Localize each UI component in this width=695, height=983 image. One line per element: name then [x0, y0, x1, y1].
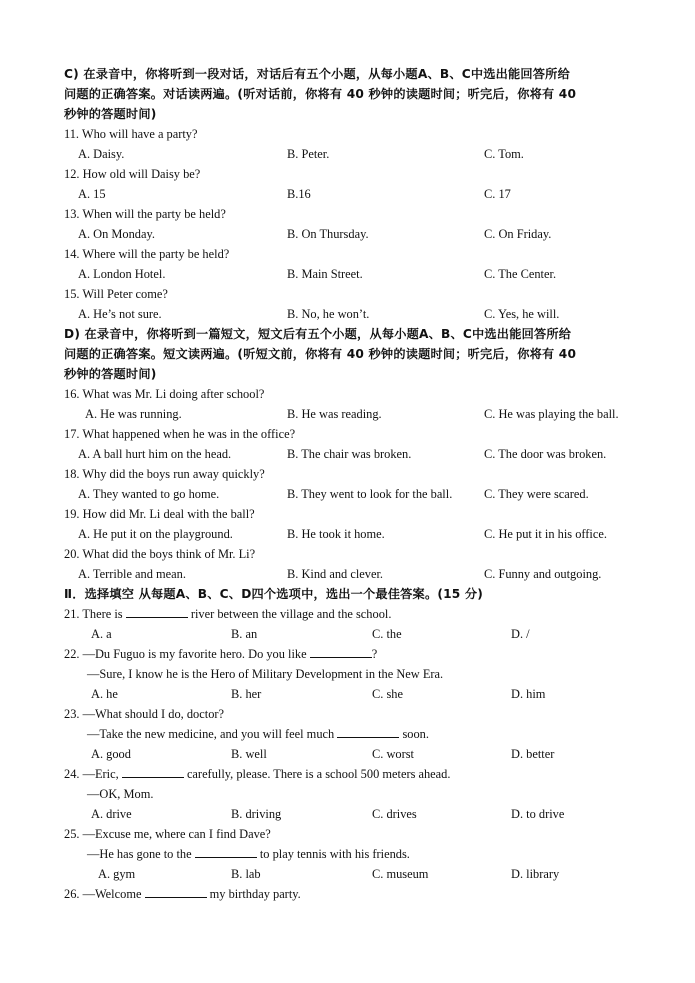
option-c: C. On Friday. [484, 227, 552, 241]
answer-blank [195, 845, 257, 858]
option-b: B. He was reading. [287, 407, 382, 421]
question-22-text-post: ? [371, 647, 378, 661]
question-22-text-pre: 22. —Du Fuguo is my favorite hero. Do you like [64, 647, 307, 661]
question-21-text-post: river between the village and the school. [190, 607, 392, 621]
answer-blank [126, 605, 188, 618]
option-a: A. he [91, 687, 118, 701]
option-c: C. museum [372, 867, 429, 881]
option-a: A. good [91, 747, 131, 761]
option-d: D. library [511, 867, 560, 881]
option-c: C. 17 [484, 187, 511, 201]
option-c: C. He put it in his office. [484, 527, 607, 541]
section-c-line2: 问题的正确答案。对话读两遍。(听对话前，你将有 40 秒钟的读题时间；听完后，你将有 40 [64, 87, 577, 101]
option-a: A. They wanted to go home. [78, 487, 220, 501]
option-c: C. The Center. [484, 267, 557, 281]
question-23-text-post: soon. [402, 727, 429, 741]
exam-page [64, 64, 634, 904]
option-a: A. Daisy. [78, 147, 125, 161]
question-25-options [64, 864, 634, 884]
question-26-text-post: my birthday party. [209, 887, 301, 901]
question-23-line1: 23. —What should I do, doctor? [64, 707, 225, 721]
option-a: A. gym [98, 867, 136, 881]
question-23-options [64, 744, 634, 764]
option-b: B. an [231, 627, 258, 641]
option-d: D. / [511, 627, 530, 641]
question-22-options [64, 684, 634, 704]
option-c: C. He was playing the ball. [484, 407, 619, 421]
option-a: A. On Monday. [78, 227, 155, 241]
option-d: D. him [511, 687, 546, 701]
answer-blank [337, 725, 399, 738]
question-25-text-post: to play tennis with his friends. [259, 847, 410, 861]
option-b: B. driving [231, 807, 282, 821]
option-d: D. to drive [511, 807, 565, 821]
option-a: A. a [91, 627, 112, 641]
question-25-line2 [64, 844, 634, 864]
question-18-options [64, 484, 634, 504]
option-c: C. They were scared. [484, 487, 589, 501]
option-c: C. Yes, he will. [484, 307, 560, 321]
option-b: B. Main Street. [287, 267, 363, 281]
question-23-line2 [64, 724, 634, 744]
section-d-line1: D) 在录音中，你将听到一篇短文，短文后有五个小题，从每小题A、B、C中选出能回答所给 [64, 327, 572, 341]
question-22-line2: —Sure, I know he is the Hero of Military Development in the New Era. [87, 667, 444, 681]
section-c-instructions [64, 64, 634, 124]
option-b: B.16 [287, 187, 311, 201]
question-19-stem: 19. How did Mr. Li deal with the ball? [64, 507, 255, 521]
option-a: A. Terrible and mean. [78, 567, 186, 581]
answer-blank [310, 645, 372, 658]
question-16-options [64, 404, 634, 424]
question-24-line1 [64, 764, 634, 784]
option-a: A. He’s not sure. [78, 307, 162, 321]
answer-blank [145, 885, 207, 898]
question-24-text-pre: 24. —Eric, [64, 767, 119, 781]
option-b: B. lab [231, 867, 261, 881]
option-c: C. she [372, 687, 403, 701]
question-14-stem: 14. Where will the party be held? [64, 247, 230, 261]
option-b: B. On Thursday. [287, 227, 369, 241]
question-23-text-pre: —Take the new medicine, and you will feel much [87, 727, 335, 741]
question-17-options [64, 444, 634, 464]
question-24-text-post: carefully, please. There is a school 500 meters ahead. [186, 767, 451, 781]
option-b: B. The chair was broken. [287, 447, 412, 461]
question-12-stem: 12. How old will Daisy be? [64, 167, 201, 181]
question-11-options [64, 144, 634, 164]
option-b: B. He took it home. [287, 527, 385, 541]
question-14-options [64, 264, 634, 284]
question-26-stem [64, 884, 634, 904]
option-a: A. 15 [78, 187, 106, 201]
option-c: C. drives [372, 807, 417, 821]
question-24-line2: —OK, Mom. [87, 787, 154, 801]
option-a: A. A ball hurt him on the head. [78, 447, 232, 461]
option-c: C. Funny and outgoing. [484, 567, 602, 581]
question-24-options [64, 804, 634, 824]
question-25-text-pre: —He has gone to the [87, 847, 192, 861]
option-a: A. He was running. [85, 407, 182, 421]
option-c: C. the [372, 627, 402, 641]
option-b: B. her [231, 687, 262, 701]
option-c: C. The door was broken. [484, 447, 607, 461]
question-15-stem: 15. Will Peter come? [64, 287, 168, 301]
question-20-options [64, 564, 634, 584]
question-21-text-pre: 21. There is [64, 607, 123, 621]
question-12-options [64, 184, 634, 204]
question-21-options [64, 624, 634, 644]
option-a: A. He put it on the playground. [78, 527, 233, 541]
option-d: D. better [511, 747, 555, 761]
section-c-line1: C) 在录音中，你将听到一段对话，对话后有五个小题，从每小题A、B、C中选出能回答所给 [64, 67, 570, 81]
question-18-stem: 18. Why did the boys run away quickly? [64, 467, 265, 481]
section-2-title: Ⅱ．选择填空 从每题A、B、C、D四个选项中，选出一个最佳答案。(15 分) [64, 587, 484, 601]
section-d-line2: 问题的正确答案。短文读两遍。(听短文前，你将有 40 秒钟的读题时间；听完后，你将有 40 [64, 347, 577, 361]
question-20-stem: 20. What did the boys think of Mr. Li? [64, 547, 256, 561]
answer-blank [122, 765, 184, 778]
option-b: B. Peter. [287, 147, 330, 161]
question-11-stem: 11. Who will have a party? [64, 127, 198, 141]
question-25-line1: 25. —Excuse me, where can I find Dave? [64, 827, 271, 841]
option-a: A. London Hotel. [78, 267, 166, 281]
question-26-text-pre: 26. —Welcome [64, 887, 142, 901]
option-c: C. worst [372, 747, 414, 761]
option-a: A. drive [91, 807, 132, 821]
section-d-line3: 秒钟的答题时间) [64, 367, 157, 381]
question-22-line1 [64, 644, 634, 664]
question-19-options [64, 524, 634, 544]
question-16-stem: 16. What was Mr. Li doing after school? [64, 387, 265, 401]
option-b: B. They went to look for the ball. [287, 487, 453, 501]
section-c-line3: 秒钟的答题时间) [64, 107, 157, 121]
question-13-stem: 13. When will the party be held? [64, 207, 226, 221]
question-17-stem: 17. What happened when he was in the office? [64, 427, 296, 441]
option-b: B. No, he won’t. [287, 307, 370, 321]
option-b: B. Kind and clever. [287, 567, 384, 581]
question-13-options [64, 224, 634, 244]
question-15-options [64, 304, 634, 324]
section-d-instructions [64, 324, 634, 384]
option-b: B. well [231, 747, 267, 761]
option-c: C. Tom. [484, 147, 524, 161]
question-21-stem [64, 604, 634, 624]
